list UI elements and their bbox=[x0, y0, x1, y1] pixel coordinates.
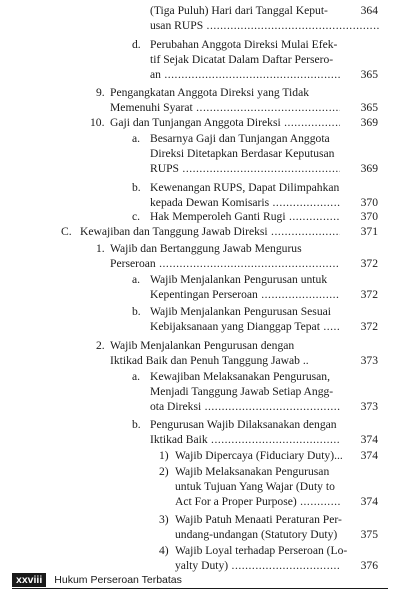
toc-entry-marker: 4) bbox=[159, 544, 169, 557]
toc-entry-text: Wajib Loyal terhadap Perseroan (Lo- bbox=[175, 544, 348, 557]
toc-page-number: 365 bbox=[360, 68, 378, 81]
toc-page-number: 372 bbox=[360, 320, 378, 333]
footer-book-title: Hukum Perseroan Terbatas bbox=[54, 574, 182, 586]
toc-entry-text: Gaji dan Tunjangan Anggota Direksi ..... bbox=[110, 116, 340, 130]
toc-entry-text: an ..... bbox=[150, 68, 340, 82]
toc-entry-text: Kebijaksanaan yang Dianggap Tepat ..... bbox=[150, 320, 340, 334]
toc-entry-text: kepada Dewan Komisaris ..... bbox=[150, 196, 340, 210]
toc-entry-text: Perubahan Anggota Direksi Mulai Efek- bbox=[150, 38, 338, 51]
toc-entry-text: Wajib dan Bertanggung Jawab Mengurus bbox=[110, 242, 302, 255]
footer-page-number: xxviii bbox=[12, 573, 46, 587]
toc-entry-text: Wajib Dipercaya (Fiduciary Duty)... bbox=[175, 449, 343, 462]
toc-entry-text: Kewajiban Melaksanakan Pengurusan, bbox=[150, 370, 330, 383]
toc-entry-text: Wajib Menjalankan Pengurusan untuk bbox=[150, 273, 328, 286]
toc-entry-marker: 10. bbox=[90, 116, 105, 129]
toc-entry-text: undang-undangan (Statutory Duty) bbox=[175, 528, 338, 541]
toc-entry-marker: 1. bbox=[96, 242, 105, 255]
toc-entry-marker: d. bbox=[132, 38, 141, 51]
toc-entry-text: Memenuhi Syarat ..... bbox=[110, 101, 340, 115]
toc-entry-marker: c. bbox=[132, 210, 141, 223]
toc-entry-text: Iktikad Baik ..... bbox=[150, 433, 340, 447]
toc-entry-marker: 3) bbox=[159, 513, 169, 526]
toc-entry-marker: 2) bbox=[159, 465, 169, 478]
toc-entry-text: Direksi Ditetapkan Berdasar Keputusan bbox=[150, 147, 335, 160]
toc-entry-text: tif Sejak Dicatat Dalam Daftar Persero- bbox=[150, 53, 334, 66]
toc-page-number: 376 bbox=[360, 559, 378, 572]
toc-entry-text: Besarnya Gaji dan Tunjangan Anggota bbox=[150, 132, 330, 145]
page-footer bbox=[12, 573, 182, 587]
toc-entry-text: ota Direksi ..... bbox=[150, 400, 340, 414]
toc-entry-text: Wajib Patuh Menaati Peraturan Per- bbox=[175, 513, 342, 526]
toc-entry-marker: b. bbox=[132, 181, 141, 194]
toc-page-number: 374 bbox=[360, 433, 378, 446]
toc-entry-marker: b. bbox=[132, 418, 141, 431]
toc-page-number: 370 bbox=[360, 210, 378, 223]
toc-entry-marker: 9. bbox=[96, 86, 105, 99]
toc-page-number: 372 bbox=[360, 257, 378, 270]
toc-entry-text: Kewajiban dan Tanggung Jawab Direksi ..... bbox=[80, 225, 340, 239]
toc-entry-text: Iktikad Baik dan Penuh Tanggung Jawab .. bbox=[110, 354, 309, 367]
toc-page-number: 364 bbox=[360, 4, 378, 17]
toc-page-number: 375 bbox=[360, 528, 378, 541]
toc-page-number: 373 bbox=[360, 354, 378, 367]
toc-page-number: 373 bbox=[360, 400, 378, 413]
toc-page-number: 370 bbox=[360, 196, 378, 209]
toc-entry-text: RUPS ..... bbox=[150, 162, 340, 176]
toc-entry-text: Act For a Proper Purpose) ..... bbox=[175, 495, 340, 509]
toc-page-number: 372 bbox=[360, 288, 378, 301]
toc-page-number: 369 bbox=[360, 116, 378, 129]
toc-entry-text: Pengangkatan Anggota Direksi yang Tidak bbox=[110, 86, 310, 99]
toc-entry-marker: 2. bbox=[96, 339, 105, 352]
toc-entry-text: Hak Memperoleh Ganti Rugi ..... bbox=[150, 210, 340, 224]
toc-entry-marker: 1) bbox=[159, 449, 169, 462]
toc-entry-text: Perseroan ..... bbox=[110, 257, 340, 271]
toc-entry-marker: a. bbox=[132, 132, 141, 145]
toc-page-number: 369 bbox=[360, 162, 378, 175]
toc-page-number: 371 bbox=[360, 225, 378, 238]
toc-entry-text: untuk Tujuan Yang Wajar (Duty to bbox=[175, 480, 335, 493]
toc-entry-text: Wajib Melaksanakan Pengurusan bbox=[175, 465, 330, 478]
toc-page-number: 374 bbox=[360, 449, 378, 462]
toc-entry-text: (Tiga Puluh) Hari dari Tanggal Keput- bbox=[150, 4, 328, 17]
toc-entry-text: Kewenangan RUPS, Dapat Dilimpahkan bbox=[150, 181, 340, 194]
toc-entry-marker: b. bbox=[132, 305, 141, 318]
toc-entry-marker: a. bbox=[132, 370, 141, 383]
toc-entry-text: Wajib Menjalankan Pengurusan Sesuai bbox=[150, 305, 331, 318]
toc-entry-text: yalty Duty) ..... bbox=[175, 559, 340, 573]
toc-page-number: 374 bbox=[360, 495, 378, 508]
toc-entry-text: Pengurusan Wajib Dilaksanakan dengan bbox=[150, 418, 337, 431]
footer-rule bbox=[12, 588, 388, 589]
toc-entry-text: usan RUPS ..... bbox=[150, 19, 380, 33]
toc-entry-marker: C. bbox=[61, 225, 72, 238]
toc-entry-text: Wajib Menjalankan Pengurusan dengan bbox=[110, 339, 295, 352]
toc-entry-text: Menjadi Tanggung Jawab Setiap Angg- bbox=[150, 385, 334, 398]
toc-page-number: 365 bbox=[360, 101, 378, 114]
toc-entry-text: Kepentingan Perseroan ..... bbox=[150, 288, 340, 302]
toc-entry-marker: a. bbox=[132, 273, 141, 286]
